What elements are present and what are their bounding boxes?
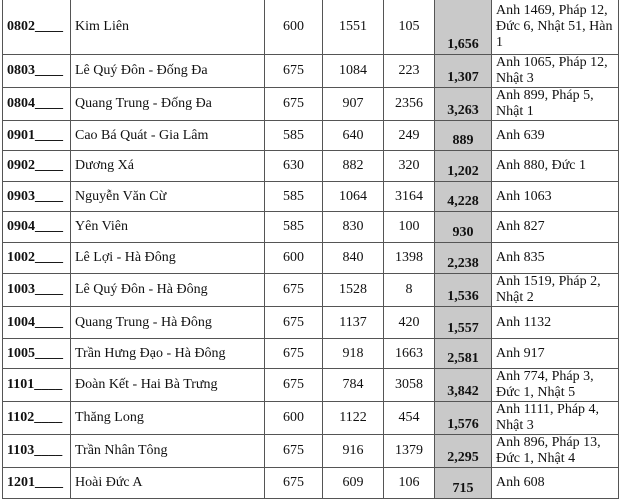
languages-cell: Anh 827 [492, 212, 619, 243]
count-2-cell: 3058 [384, 369, 435, 402]
count-1-cell: 1137 [323, 307, 384, 339]
quota-cell: 675 [265, 274, 323, 307]
quota-cell: 675 [265, 88, 323, 121]
languages-cell: Anh 1519, Pháp 2, Nhật 2 [492, 274, 619, 307]
quota-cell: 675 [265, 339, 323, 369]
count-1-cell: 916 [323, 435, 384, 468]
table-row [3, 435, 619, 468]
quota-cell: 675 [265, 369, 323, 402]
school-name-cell: Hoài Đức A [71, 468, 265, 499]
count-1-cell: 882 [323, 151, 384, 182]
languages-cell: Anh 1063 [492, 182, 619, 212]
total-cell: 2,238 [435, 243, 492, 274]
count-1-cell: 609 [323, 468, 384, 499]
school-name-cell: Lê Lợi - Hà Đông [71, 243, 265, 274]
school-code-cell: 1004____ [3, 307, 71, 339]
count-1-cell: 1551 [323, 0, 384, 55]
count-2-cell: 3164 [384, 182, 435, 212]
school-name-cell: Lê Quý Đôn - Hà Đông [71, 274, 265, 307]
school-code-cell: 1003____ [3, 274, 71, 307]
languages-cell: Anh 880, Đức 1 [492, 151, 619, 182]
school-enrollment-table [2, 0, 619, 499]
count-2-cell: 223 [384, 55, 435, 88]
total-cell: 1,557 [435, 307, 492, 339]
school-name-cell: Kim Liên [71, 0, 265, 55]
school-name-cell: Nguyễn Văn Cừ [71, 182, 265, 212]
school-name-cell: Dương Xá [71, 151, 265, 182]
total-cell: 1,307 [435, 55, 492, 88]
quota-cell: 600 [265, 0, 323, 55]
total-cell: 1,536 [435, 274, 492, 307]
quota-cell: 675 [265, 55, 323, 88]
count-1-cell: 830 [323, 212, 384, 243]
count-2-cell: 320 [384, 151, 435, 182]
languages-cell: Anh 917 [492, 339, 619, 369]
quota-cell: 585 [265, 121, 323, 151]
table-row [3, 0, 619, 55]
school-name-cell: Yên Viên [71, 212, 265, 243]
count-1-cell: 640 [323, 121, 384, 151]
school-code-cell: 0901____ [3, 121, 71, 151]
school-name-cell: Quang Trung - Đống Đa [71, 88, 265, 121]
languages-cell: Anh 1111, Pháp 4, Nhật 3 [492, 402, 619, 435]
total-cell: 1,576 [435, 402, 492, 435]
quota-cell: 675 [265, 468, 323, 499]
table-row [3, 121, 619, 151]
count-1-cell: 907 [323, 88, 384, 121]
school-code-cell: 1005____ [3, 339, 71, 369]
count-2-cell: 420 [384, 307, 435, 339]
table-row [3, 468, 619, 499]
count-2-cell: 2356 [384, 88, 435, 121]
count-1-cell: 918 [323, 339, 384, 369]
school-name-cell: Thăng Long [71, 402, 265, 435]
quota-cell: 675 [265, 435, 323, 468]
quota-cell: 585 [265, 182, 323, 212]
table-row [3, 182, 619, 212]
table-row [3, 151, 619, 182]
count-2-cell: 106 [384, 468, 435, 499]
count-2-cell: 8 [384, 274, 435, 307]
count-2-cell: 249 [384, 121, 435, 151]
count-2-cell: 454 [384, 402, 435, 435]
school-code-cell: 1002____ [3, 243, 71, 274]
count-2-cell: 1398 [384, 243, 435, 274]
total-cell: 1,202 [435, 151, 492, 182]
languages-cell: Anh 896, Pháp 13, Đức 1, Nhật 4 [492, 435, 619, 468]
table-row [3, 212, 619, 243]
count-2-cell: 105 [384, 0, 435, 55]
languages-cell: Anh 835 [492, 243, 619, 274]
school-name-cell: Cao Bá Quát - Gia Lâm [71, 121, 265, 151]
total-cell: 2,581 [435, 339, 492, 369]
count-1-cell: 1064 [323, 182, 384, 212]
table-row [3, 243, 619, 274]
table-row [3, 402, 619, 435]
languages-cell: Anh 1065, Pháp 12, Nhật 3 [492, 55, 619, 88]
languages-cell: Anh 639 [492, 121, 619, 151]
school-name-cell: Trần Hưng Đạo - Hà Đông [71, 339, 265, 369]
quota-cell: 585 [265, 212, 323, 243]
count-1-cell: 1084 [323, 55, 384, 88]
count-1-cell: 1528 [323, 274, 384, 307]
languages-cell: Anh 1469, Pháp 12, Đức 6, Nhật 51, Hàn 1 [492, 0, 619, 55]
quota-cell: 630 [265, 151, 323, 182]
count-1-cell: 784 [323, 369, 384, 402]
school-name-cell: Trần Nhân Tông [71, 435, 265, 468]
table-row [3, 274, 619, 307]
school-code-cell: 0903____ [3, 182, 71, 212]
school-code-cell: 1102____ [3, 402, 71, 435]
school-name-cell: Lê Quý Đôn - Đống Đa [71, 55, 265, 88]
quota-cell: 600 [265, 243, 323, 274]
school-code-cell: 0803____ [3, 55, 71, 88]
quota-cell: 675 [265, 307, 323, 339]
total-cell: 3,263 [435, 88, 492, 121]
school-code-cell: 1201____ [3, 468, 71, 499]
school-name-cell: Quang Trung - Hà Đông [71, 307, 265, 339]
school-code-cell: 0904____ [3, 212, 71, 243]
table-row [3, 339, 619, 369]
languages-cell: Anh 608 [492, 468, 619, 499]
quota-cell: 600 [265, 402, 323, 435]
count-2-cell: 1379 [384, 435, 435, 468]
school-name-cell: Đoàn Kết - Hai Bà Trưng [71, 369, 265, 402]
total-cell: 3,842 [435, 369, 492, 402]
table-row [3, 369, 619, 402]
count-2-cell: 100 [384, 212, 435, 243]
table-row [3, 55, 619, 88]
table-row [3, 88, 619, 121]
total-cell: 889 [435, 121, 492, 151]
total-cell: 715 [435, 468, 492, 499]
school-code-cell: 1103____ [3, 435, 71, 468]
school-code-cell: 1101____ [3, 369, 71, 402]
total-cell: 930 [435, 212, 492, 243]
school-code-cell: 0804____ [3, 88, 71, 121]
total-cell: 2,295 [435, 435, 492, 468]
school-code-cell: 0902____ [3, 151, 71, 182]
languages-cell: Anh 899, Pháp 5, Nhật 1 [492, 88, 619, 121]
school-code-cell: 0802____ [3, 0, 71, 55]
count-2-cell: 1663 [384, 339, 435, 369]
languages-cell: Anh 1132 [492, 307, 619, 339]
count-1-cell: 840 [323, 243, 384, 274]
languages-cell: Anh 774, Pháp 3, Đức 1, Nhật 5 [492, 369, 619, 402]
table-row [3, 307, 619, 339]
count-1-cell: 1122 [323, 402, 384, 435]
total-cell: 1,656 [435, 0, 492, 55]
total-cell: 4,228 [435, 182, 492, 212]
table-body [3, 0, 619, 499]
